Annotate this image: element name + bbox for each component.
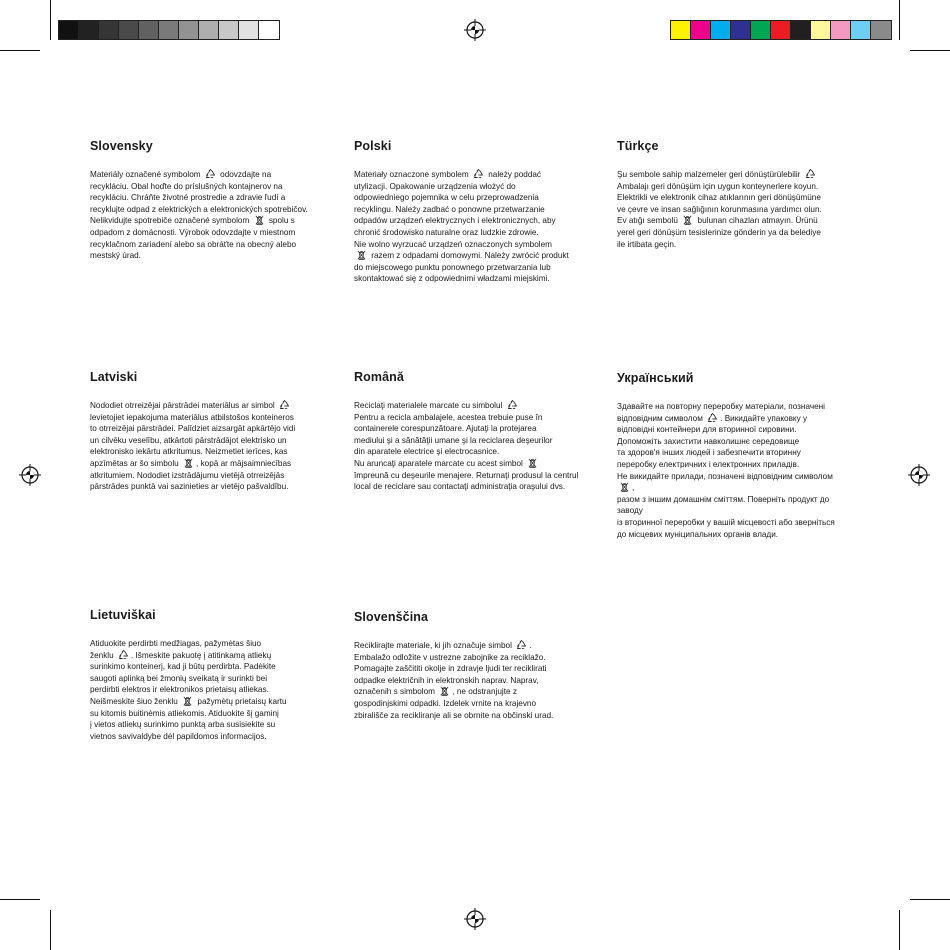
section-slovenscina [354, 610, 586, 721]
process-color-bar [670, 20, 892, 40]
crop-mark [50, 0, 51, 40]
recycle-icon [473, 169, 484, 179]
color-swatch [771, 21, 791, 39]
crop-mark [910, 899, 950, 900]
registration-mark-icon [19, 464, 41, 486]
section-title: Latviski [90, 370, 138, 384]
section-body: Nododiet otrreizējai pārstrādei materiālus ar simbol levietojiet iepakojuma materiālus atbilstošos konteineros to otrreizējai pārstrādei. Palīdziet aizsargāt apkārtējo vidi un cilvēku veselību, atkārtoti pārstrādājot elektrisko un elektronisko iekārtu atkritumus. Neizmetiet ierīces, kas apzīmētas ar šo simbolu , kopā ar mājsaimniecības atkritumiem. Nododiet izstrādājumu vietējā otrreizējās pārstrādes punktā vai sazinieties ar vietējo pašvaldību. [90, 401, 296, 492]
crop-mark [899, 910, 900, 950]
color-swatch [851, 21, 871, 39]
color-swatch [179, 21, 199, 39]
registration-mark-icon [908, 464, 930, 486]
crossed-bin-icon [619, 482, 630, 492]
section-title: Український [617, 371, 694, 385]
color-swatch [871, 21, 891, 39]
color-swatch [239, 21, 259, 39]
crop-mark [910, 50, 950, 51]
color-swatch [99, 21, 119, 39]
section-body: Atiduokite perdirbti medžiagas, pažymėtas šiuo ženklu . Išmeskite pakuotę į atitinkamą atliekų surinkimo konteinerį, kad ji būtų perdirbta. Padėkite saugoti aplinką bei žmonių sveikatą ir surinkti bei perdirbti elektros ir elektronikos prietaisų atliekas. Neišmeskite šiuo ženklu pažymėtų prietaisų kartu su kitomis buitinėmis atliekomis. Atiduokite šį gaminį į vietos atliekų surinkimo punktą arba susisiekite su vietnos savivaldybe dėl papildomos informacijos. [90, 639, 287, 741]
section-turkce [617, 139, 849, 250]
crossed-bin-icon [182, 696, 193, 706]
color-swatch [751, 21, 771, 39]
section-body: Здавайте на повторну переробку матеріали, позначені відповідним символом . Викидайте упаковку у відповідні контейнери для вторинної сировини. Допоможіть захистити навколишнє середовище та здоров'я інших людей і забезпечити вторинну переробку електричних і електронних приладів. Не викидайте прилади, позначені відповідним символом , разом з іншим домашнім сміттям. Поверніть продукт до заводу із вторинної переробки у вашій місцевості або зверніться до місцевих муніципальних органів влади. [617, 402, 835, 539]
color-swatch [79, 21, 99, 39]
section-body: Materiály označené symbolom odovzdajte na recykláciu. Obal hoďte do príslušných kontajnerov na recykláciu. Chráňte životné prostredie a zdravie ľudí a recyklujte odpad z elektrických a elektronických spotrebičov. Nelikvidujte spotrebiče označené symbolom spolu s odpadom z domácnosti. Výrobok odovzdajte v miestnom recyklačnom zariadení alebo sa obráťte na obecný alebo mestský úrad. [90, 170, 308, 261]
color-swatch [139, 21, 159, 39]
section-body: Reciclaţi materialele marcate cu simbolul Pentru a recicla ambalajele, acestea trebuie puse în containerele corespunzătoare. Ajutaţi la protejarea mediului şi a sănătăţii umane şi la reciclarea deşeurilor din aparatele electrice şi electrocasnice. Nu aruncaţi aparatele marcate cu acest simbol împreună cu deşeurile menajere. Returnaţi produsul la centrul local de reciclare sau contactaţi administraţia oraşului dvs. [354, 401, 579, 492]
section-title: Slovenščina [354, 610, 429, 624]
recycle-icon [118, 650, 129, 660]
section-romana [354, 370, 586, 493]
section-body: Şu sembole sahip malzemeler geri dönüştürülebilir Ambalajı geri dönüşüm için uygun konteynerlere koyun. Elektrikli ve elektronik cihaz atıklarının geri dönüşümüne ve çevre ve insan sağlığının korunmasına yardımcı olun. Ev atığı sembolü bulunan cihazları atmayın. Ürünü yerel geri dönüşüm tesislerinize gönderin ya da belediye ile irtibata geçin. [617, 170, 822, 249]
color-swatch [691, 21, 711, 39]
section-title: Polski [354, 139, 392, 153]
color-swatch [259, 21, 279, 39]
color-swatch [671, 21, 691, 39]
crossed-bin-icon [254, 215, 265, 225]
color-swatch [811, 21, 831, 39]
section-lietuviskai [90, 608, 322, 742]
section-ukrainian [617, 371, 849, 540]
section-latviski [90, 370, 322, 493]
crossed-bin-icon [356, 250, 367, 260]
crossed-bin-icon [682, 215, 693, 225]
section-slovensky [90, 139, 322, 262]
crop-mark [0, 899, 40, 900]
color-swatch [219, 21, 239, 39]
section-body: Reciklirajte materiale, ki jih označuje simbol . Embalažo odložite v ustrezne zabojnike za reciklažo. Pomagajte zaščititi okolje in zdravje ljudi ter reciklirati odpadke električnih in elektronskih naprav. Naprav, označenih s simbolom , ne odstranjujte z gospodinjskimi odpadki. Izdelek vrnite na krajevno zbirališče za recikliranje ali se obrnite na občinski urad. [354, 641, 554, 720]
recycle-icon [707, 413, 718, 423]
color-swatch [731, 21, 751, 39]
recycle-icon [507, 400, 518, 410]
color-swatch [59, 21, 79, 39]
section-body: Materiały oznaczone symbolem należy poddać utylizacji. Opakowanie urządzenia włożyć do odpowiedniego pojemnika w celu przeprowadzenia recyklingu. Należy zadbać o ponowne przetwarzanie odpadów urządzeń elektrycznych i elektronicznych, aby chronić środowisko naturalne oraz ludzkie zdrowie. Nie wolno wyrzucać urządzeń oznaczonych symbolem razem z odpadami domowymi. Należy zwrócić produkt do miejscowego punktu ponownego przetwarzania lub skontaktować się z odpowiednimi władzami miejskimi. [354, 170, 569, 284]
color-swatch [159, 21, 179, 39]
color-swatch [199, 21, 219, 39]
color-swatch [791, 21, 811, 39]
crop-mark [50, 910, 51, 950]
section-polski [354, 139, 586, 285]
crossed-bin-icon [439, 686, 450, 696]
registration-mark-icon [464, 19, 486, 41]
crossed-bin-icon [527, 458, 538, 468]
color-swatch [711, 21, 731, 39]
grayscale-color-bar [58, 20, 280, 40]
section-title: Slovensky [90, 139, 153, 153]
section-title: Lietuviškai [90, 608, 156, 622]
recycle-icon [805, 169, 816, 179]
crop-mark [899, 0, 900, 40]
color-swatch [119, 21, 139, 39]
recycle-icon [279, 400, 290, 410]
recycle-icon [516, 640, 527, 650]
section-title: Türkçe [617, 139, 659, 153]
registration-mark-icon [464, 908, 486, 930]
crossed-bin-icon [183, 458, 194, 468]
recycle-icon [205, 169, 216, 179]
color-swatch [831, 21, 851, 39]
crop-mark [0, 50, 40, 51]
section-title: Română [354, 370, 404, 384]
